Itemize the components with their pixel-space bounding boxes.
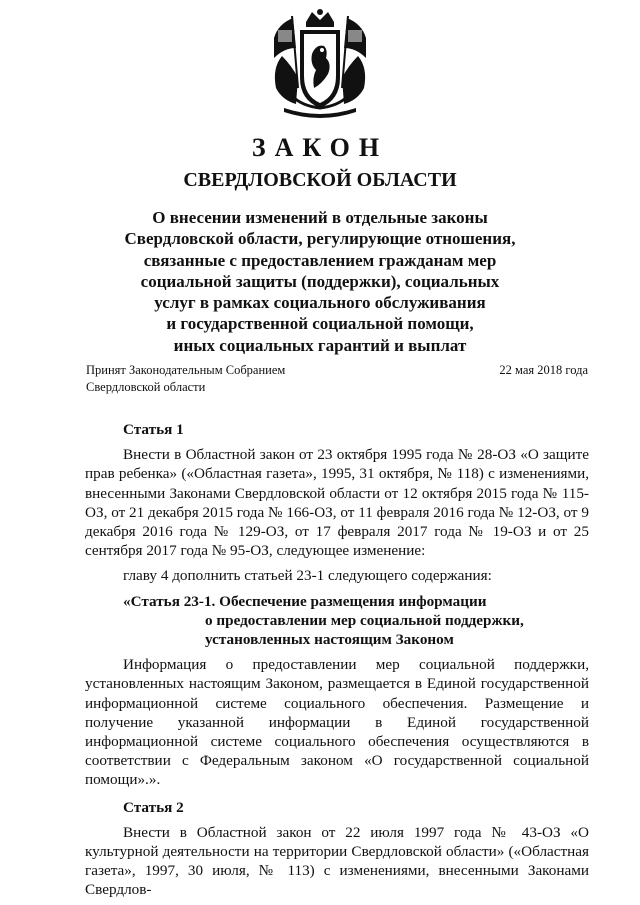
article-2-paragraph: Внести в Областной закон от 22 июля 1997 года № 43-ОЗ «О культурной деятельности на территории Свердловской области» («Областная газета», 1997, 30 июля, № 113) с изменениями, внесенными Законами Свердлов- — [85, 823, 589, 899]
adoption-date: 22 мая 2018 года — [499, 363, 588, 377]
subject-line: О внесении изменений в отдельные законы — [152, 208, 488, 227]
quoted-article-text: Информация о предоставлении мер социальной поддержки, установленных настоящим Законом, размещается в Единой государственной информационной системе социального обеспечения. Размещение и получение указанной информации в Единой государственной информационной системе социального обеспечения осуществляются в соответствии с Федеральным законом «О государственной социальной помощи».». — [85, 656, 589, 789]
law-subject — [100, 207, 540, 356]
adoption-line: Принят Законодательным Собранием — [86, 363, 286, 377]
adoption-line: Свердловской области — [86, 380, 206, 394]
law-body — [85, 420, 589, 900]
quoted-article-heading — [85, 592, 589, 650]
quoted-heading-line: установленных настоящим Законом — [205, 631, 454, 649]
article-2-heading: Статья 2 — [123, 798, 184, 816]
subject-line: социальной защиты (поддержки), социальных — [140, 271, 500, 291]
law-title: ЗАКОН — [251, 133, 389, 162]
subject-line: и государственной социальной помощи, — [166, 314, 474, 334]
subject-line: иных социальных гарантий и выплат — [173, 335, 467, 355]
adoption-statement — [86, 362, 285, 396]
subject-line: Свердловской области, регулирующие отношения, — [124, 229, 516, 249]
quoted-heading-line: о предоставлении мер социальной поддержки, — [205, 611, 524, 629]
region-title: СВЕРДЛОВСКОЙ ОБЛАСТИ — [183, 169, 457, 191]
article-1-paragraph: Внести в Областной закон от 23 октября 1995 года № 28-ОЗ «О защите прав ребенка» («Областная газета», 1995, 31 октября, № 118) с изменениями, внесенными Законами Свердловской области от 12 октября 2015 года № 115-ОЗ, от 21 декабря 2015 года № 166-ОЗ, от 11 февраля 2016 года № 12-ОЗ, от 9 декабря 2016 года № 129-ОЗ, от 17 февраля 2017 года № 19-ОЗ и от 25 сентября 2017 года № 95-ОЗ, следующее изменение: — [85, 446, 589, 560]
subject-line: услуг в рамках социального обслуживания — [154, 293, 486, 313]
sverdlovsk-coat-of-arms-icon — [262, 8, 378, 120]
article-1-paragraph: главу 4 дополнить статьей 23-1 следующего содержания: — [123, 567, 492, 585]
article-1-heading: Статья 1 — [123, 421, 184, 438]
subject-line: связанные с предоставлением гражданам мер — [143, 250, 497, 270]
quoted-heading-line: «Статья 23-1. Обеспечение размещения информации — [123, 592, 487, 610]
